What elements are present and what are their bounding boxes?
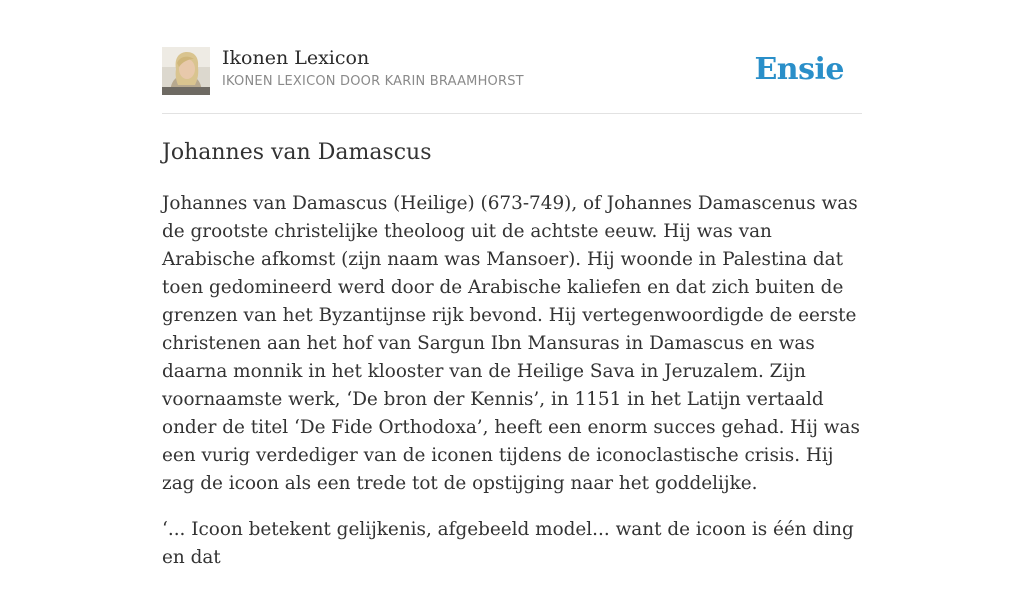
lexicon-title[interactable]: Ikonen Lexicon: [222, 47, 370, 69]
author-portrait-icon: [162, 47, 210, 95]
entry-body: [162, 190, 862, 590]
lexicon-subtitle[interactable]: IKONEN LEXICON DOOR KARIN BRAAMHORST: [222, 74, 524, 89]
site-header: [162, 45, 862, 114]
author-avatar[interactable]: [162, 47, 210, 95]
entry-paragraph: ‘... Icoon betekent gelijkenis, afgebeeld model... want de icoon is één ding en dat: [162, 519, 854, 568]
ensie-logo[interactable]: Ensie: [754, 52, 844, 87]
entry-paragraph: Johannes van Damascus (Heilige) (673-749), of Johannes Damascenus was de grootste christelijke theoloog uit de achtste eeuw. Hij was van Arabische afkomst (zijn naam was Mansoer). Hij woonde in Palestina dat toen gedomineerd werd door de Arabische kaliefen en dat zich buiten de grenzen van het Byzantijnse rijk bevond. Hij vertegenwoordigde de eerste christenen aan het hof van Sargun Ibn Mansuras in Damascus en was daarna monnik in het klooster van de Heilige Sava in Jeruzalem. Zijn voornaamste werk, ‘De bron der Kennis’, in 1151 in het Latijn vertaald onder de titel ‘De Fide Orthodoxa’, heeft een enorm succes gehad. Hij was een vurig verdediger van de iconen tijdens de iconoclastische crisis. Hij zag de icoon als een trede tot de opstijging naar het goddelijke.: [162, 193, 860, 494]
entry-title: Johannes van Damascus: [162, 140, 432, 165]
